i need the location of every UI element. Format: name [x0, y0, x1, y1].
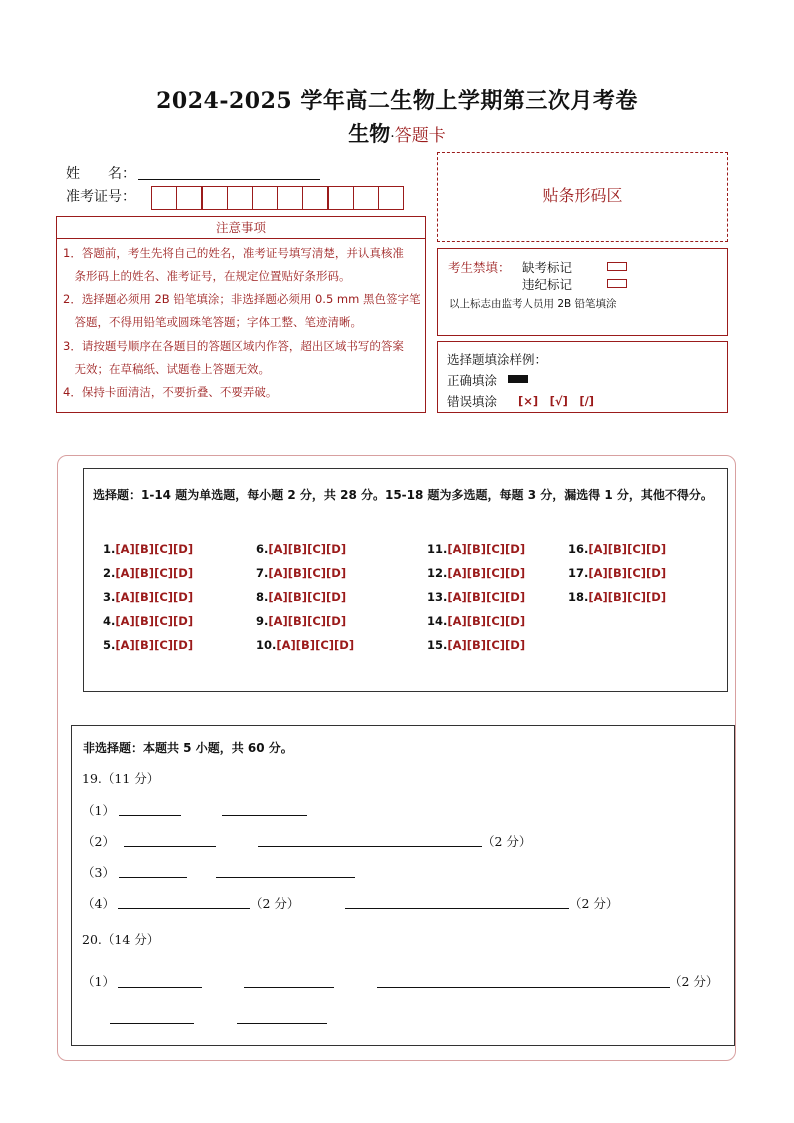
- question-number: 4.: [103, 614, 116, 628]
- question-number: 8.: [256, 590, 269, 604]
- answer-options[interactable]: [A][B][C][D]: [447, 590, 526, 604]
- choice-question-13: [427, 590, 525, 604]
- absent-mark-box[interactable]: [607, 262, 627, 271]
- id-cell[interactable]: [227, 186, 253, 210]
- choice-question-16: [568, 542, 666, 556]
- forbidden-note: 以上标志由监考人员用 2B 铅笔填涂: [449, 298, 617, 310]
- q20-1-blank-c[interactable]: [377, 987, 670, 988]
- answer-options[interactable]: [A][B][C][D]: [588, 590, 667, 604]
- answer-options[interactable]: [A][B][C][D]: [447, 638, 526, 652]
- choice-question-11: [427, 542, 525, 556]
- question-number: 5.: [103, 638, 116, 652]
- q19-title: 19.（11 分）: [82, 771, 160, 786]
- q20-blank-d[interactable]: [110, 1023, 194, 1024]
- separator: ·: [390, 129, 395, 145]
- answer-options[interactable]: [A][B][C][D]: [276, 638, 355, 652]
- q20-title: 20.（14 分）: [82, 932, 160, 947]
- question-number: 11.: [427, 542, 448, 556]
- question-number: 12.: [427, 566, 448, 580]
- q20-1-points: （2 分）: [669, 974, 719, 989]
- notice-line: 4．保持卡面清洁，不要折叠、不要弄破。: [63, 385, 278, 399]
- q19-3-label: （3）: [82, 865, 115, 880]
- choice-question-3: [103, 590, 193, 604]
- wrong-fill-marks: [×] [√] [/]: [518, 394, 595, 408]
- correct-fill-mark: [508, 375, 528, 383]
- q19-2-blank-b[interactable]: [258, 846, 482, 847]
- answer-options[interactable]: [A][B][C][D]: [115, 638, 194, 652]
- forbidden-label: 考生禁填：: [448, 260, 511, 275]
- id-cell[interactable]: [176, 186, 202, 210]
- notice-item-2: [63, 288, 421, 334]
- choice-question-17: [568, 566, 666, 580]
- subject-label: 生物: [348, 121, 391, 146]
- id-cell[interactable]: [353, 186, 379, 210]
- answer-options[interactable]: [A][B][C][D]: [588, 566, 667, 580]
- notice-line: 2．选择题必须用 2B 铅笔填涂；非选择题必须用 0.5 mm 黑色签字笔: [63, 292, 421, 306]
- id-cell[interactable]: [151, 186, 177, 210]
- exam-id-boxes[interactable]: [151, 186, 403, 210]
- card-subtitle: [0, 118, 794, 148]
- q19-4-points-a: （2 分）: [250, 896, 300, 911]
- answer-options[interactable]: [A][B][C][D]: [447, 542, 526, 556]
- choice-question-6: [256, 542, 346, 556]
- q19-1-blank-b[interactable]: [222, 815, 307, 816]
- notice-item-3: [63, 335, 421, 381]
- choice-question-14: [427, 614, 525, 628]
- notice-item-1: [63, 242, 421, 288]
- exam-title: 2024-2025 学年高二生物上学期第三次月考卷: [156, 88, 638, 114]
- choice-question-12: [427, 566, 525, 580]
- question-number: 10.: [256, 638, 277, 652]
- choice-question-5: [103, 638, 193, 652]
- choice-question-10: [256, 638, 354, 652]
- id-cell[interactable]: [277, 186, 303, 210]
- answer-options[interactable]: [A][B][C][D]: [447, 614, 526, 628]
- choice-question-7: [256, 566, 346, 580]
- id-cell[interactable]: [302, 186, 328, 210]
- choice-question-1: [103, 542, 193, 556]
- answer-options[interactable]: [A][B][C][D]: [268, 566, 347, 580]
- nonchoice-heading: 非选择题：本题共 5 小题，共 60 分。: [83, 741, 293, 755]
- question-number: 18.: [568, 590, 589, 604]
- nonchoice-section: [71, 725, 735, 1046]
- fill-sample-box: [437, 341, 728, 413]
- id-cell[interactable]: [378, 186, 404, 210]
- q19-3-blank-a[interactable]: [119, 877, 187, 878]
- question-number: 14.: [427, 614, 448, 628]
- forbidden-box: [437, 248, 728, 336]
- wrong-fill-label: 错误填涂: [447, 394, 498, 409]
- q19-3-blank-b[interactable]: [216, 877, 355, 878]
- question-number: 16.: [568, 542, 589, 556]
- question-number: 15.: [427, 638, 448, 652]
- q20-1-label: （1）: [82, 974, 115, 989]
- barcode-area: 贴条形码区: [437, 152, 728, 242]
- question-number: 7.: [256, 566, 269, 580]
- choice-question-18: [568, 590, 666, 604]
- answer-options[interactable]: [A][B][C][D]: [447, 566, 526, 580]
- question-number: 2.: [103, 566, 116, 580]
- violation-label: 违纪标记: [522, 277, 573, 292]
- correct-fill-label: 正确填涂: [447, 373, 498, 388]
- q20-blank-e[interactable]: [237, 1023, 327, 1024]
- question-number: 1.: [103, 542, 116, 556]
- answer-options[interactable]: [A][B][C][D]: [115, 590, 194, 604]
- choice-question-9: [256, 614, 346, 628]
- q19-2-label: （2）: [82, 834, 115, 849]
- question-number: 17.: [568, 566, 589, 580]
- q19-1-label: （1）: [82, 803, 115, 818]
- name-label: 姓 名：: [66, 166, 136, 182]
- question-number: 6.: [256, 542, 269, 556]
- answer-card-label: 答题卡: [394, 126, 446, 146]
- question-number: 9.: [256, 614, 269, 628]
- q19-2-points: （2 分）: [482, 834, 532, 849]
- notice-line: 条形码上的姓名、准考证号，在规定位置贴好条形码。: [63, 269, 351, 283]
- choice-section: [83, 468, 728, 692]
- answer-options[interactable]: [A][B][C][D]: [115, 566, 194, 580]
- choice-question-2: [103, 566, 193, 580]
- absent-label: 缺考标记: [522, 260, 573, 275]
- choice-question-15: [427, 638, 525, 652]
- q20-1-blank-b[interactable]: [244, 987, 334, 988]
- answer-options[interactable]: [A][B][C][D]: [588, 542, 667, 556]
- choice-question-4: [103, 614, 193, 628]
- q19-2-blank-a[interactable]: [124, 846, 216, 847]
- question-number: 3.: [103, 590, 116, 604]
- answer-options[interactable]: [A][B][C][D]: [115, 542, 194, 556]
- violation-mark-box[interactable]: [607, 279, 627, 288]
- question-number: 13.: [427, 590, 448, 604]
- exam-id-label: 准考证号：: [66, 189, 136, 205]
- notice-heading: 注意事项: [57, 217, 425, 239]
- q19-4-blank-a[interactable]: [118, 908, 250, 909]
- notice-line: 3．请按题号顺序在各题目的答题区域内作答，超出区域书写的答案: [63, 339, 404, 353]
- notice-line: 无效；在草稿纸、试题卷上答题无效。: [63, 362, 270, 376]
- notice-item-4: [63, 381, 421, 404]
- q19-1-blank-a[interactable]: [119, 815, 181, 816]
- id-cell[interactable]: [327, 186, 353, 210]
- answer-options[interactable]: [A][B][C][D]: [115, 614, 194, 628]
- answer-options[interactable]: [A][B][C][D]: [268, 614, 347, 628]
- q19-4-points-b: （2 分）: [569, 896, 619, 911]
- q19-4-label: （4）: [82, 896, 115, 911]
- notice-box: [56, 216, 426, 413]
- choice-question-8: [256, 590, 346, 604]
- id-cell[interactable]: [201, 186, 227, 210]
- answer-options[interactable]: [A][B][C][D]: [268, 542, 347, 556]
- answer-options[interactable]: [A][B][C][D]: [268, 590, 347, 604]
- q19-4-blank-b[interactable]: [345, 908, 569, 909]
- id-cell[interactable]: [252, 186, 278, 210]
- name-field[interactable]: [138, 178, 320, 180]
- q20-1-blank-a[interactable]: [118, 987, 202, 988]
- fill-sample-heading: 选择题填涂样例：: [447, 352, 548, 367]
- choice-instructions: 选择题：1-14 题为单选题，每小题 2 分，共 28 分。15-18 题为多选题，每题 3 分，漏选得 1 分，其他不得分。: [93, 488, 713, 502]
- notice-line: 答题，不得用铅笔或圆珠笔答题；字体工整、笔迹清晰。: [63, 315, 362, 329]
- notice-line: 1．答题前，考生先将自己的姓名，准考证号填写清楚，并认真核准: [63, 246, 404, 260]
